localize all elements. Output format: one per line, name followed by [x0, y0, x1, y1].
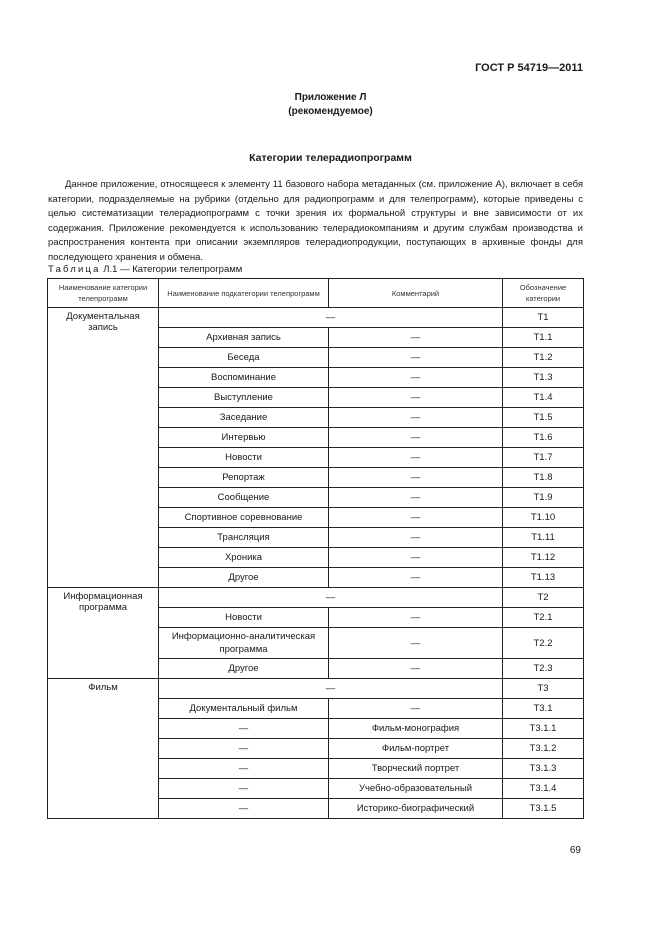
code-cell: Т1.9 [503, 488, 584, 508]
code-cell: Т1.11 [503, 528, 584, 548]
comment-cell: — [329, 608, 503, 628]
comment-cell: Фильм-портрет [329, 739, 503, 759]
category-top-cell: — [159, 308, 503, 328]
table-row [48, 679, 584, 699]
subcategory-cell: — [159, 799, 329, 819]
subcategory-cell: Другое [159, 568, 329, 588]
table-caption-title: Л.1 — Категории телепрограмм [100, 264, 243, 275]
code-cell: Т1.8 [503, 468, 584, 488]
comment-cell: — [329, 328, 503, 348]
comment-cell: — [329, 408, 503, 428]
subcategory-cell: Воспоминание [159, 368, 329, 388]
code-cell: Т1.6 [503, 428, 584, 448]
subcategory-cell: — [159, 719, 329, 739]
category-name-cell: Фильм [48, 679, 159, 819]
subcategory-cell: Информационно-аналитическая программа [159, 628, 329, 659]
code-cell: Т3.1.5 [503, 799, 584, 819]
code-cell: Т1.7 [503, 448, 584, 468]
comment-cell: — [329, 659, 503, 679]
code-cell: Т2.3 [503, 659, 584, 679]
subcategory-cell: Заседание [159, 408, 329, 428]
comment-cell: — [329, 428, 503, 448]
subcategory-cell: Интервью [159, 428, 329, 448]
intro-paragraph: Данное приложение, относящееся к элементу 11 базового набора метаданных (см. приложение А), включает в себя категории, подразделяемые на рубрики (отдельно для радиопрограмм и для телепрограмм), которые приведены с целью систематизации телерадиопрограмм с точки зрения их формальной структуры и вне зависимости от их содержания. Приложение рекомендуется к использованию телерадиокомпаниям и другим службам производства и распространения контента при описании экземпляров телерадиопродукции, поступающих в архивные фонды для последующего хранения и обмена. [48, 179, 583, 263]
column-header: Обозначение категории [503, 279, 584, 308]
comment-cell: — [329, 348, 503, 368]
comment-cell: — [329, 568, 503, 588]
document-code: ГОСТ Р 54719—2011 [475, 62, 583, 74]
table-caption-prefix: Таблица [48, 264, 101, 275]
code-cell: Т1.5 [503, 408, 584, 428]
comment-cell: Творческий портрет [329, 759, 503, 779]
category-code-cell: Т2 [503, 588, 584, 608]
comment-cell: Учебно-образовательный [329, 779, 503, 799]
category-code-cell: Т1 [503, 308, 584, 328]
column-header: Наименование подкатегории телепрограмм [159, 279, 329, 308]
subcategory-cell: Беседа [159, 348, 329, 368]
table-row [48, 588, 584, 608]
code-cell: Т2.1 [503, 608, 584, 628]
subcategory-cell: Новости [159, 448, 329, 468]
column-header: Комментарий [329, 279, 503, 308]
comment-cell: — [329, 468, 503, 488]
comment-cell: Фильм-монография [329, 719, 503, 739]
table-row [48, 308, 584, 328]
subcategory-cell: Спортивное соревнование [159, 508, 329, 528]
subcategory-cell: — [159, 759, 329, 779]
comment-cell: — [329, 448, 503, 468]
category-name-cell: Документальная запись [48, 308, 159, 588]
code-cell: Т1.2 [503, 348, 584, 368]
categories-table [47, 278, 584, 819]
code-cell: Т1.4 [503, 388, 584, 408]
comment-cell: — [329, 699, 503, 719]
comment-cell: — [329, 528, 503, 548]
comment-cell: — [329, 488, 503, 508]
code-cell: Т1.1 [503, 328, 584, 348]
subcategory-cell: Новости [159, 608, 329, 628]
code-cell: Т3.1.2 [503, 739, 584, 759]
code-cell: Т1.3 [503, 368, 584, 388]
category-top-cell: — [159, 588, 503, 608]
code-cell: Т1.13 [503, 568, 584, 588]
subcategory-cell: Сообщение [159, 488, 329, 508]
code-cell: Т2.2 [503, 628, 584, 659]
comment-cell: Историко-биографический [329, 799, 503, 819]
section-title: Категории телерадиопрограмм [249, 152, 412, 164]
column-header: Наименование категории телепрограмм [48, 279, 159, 308]
code-cell: Т3.1 [503, 699, 584, 719]
comment-cell: — [329, 628, 503, 659]
subcategory-cell: Выступление [159, 388, 329, 408]
table-caption [48, 264, 242, 275]
subcategory-cell: Хроника [159, 548, 329, 568]
table-header-row [48, 279, 584, 308]
code-cell: Т1.12 [503, 548, 584, 568]
code-cell: Т3.1.1 [503, 719, 584, 739]
category-code-cell: Т3 [503, 679, 584, 699]
comment-cell: — [329, 508, 503, 528]
comment-cell: — [329, 388, 503, 408]
page-number: 69 [569, 845, 581, 856]
comment-cell: — [329, 548, 503, 568]
comment-cell: — [329, 368, 503, 388]
subcategory-cell: Репортаж [159, 468, 329, 488]
table-body [48, 308, 584, 819]
code-cell: Т3.1.4 [503, 779, 584, 799]
code-cell: Т1.10 [503, 508, 584, 528]
subcategory-cell: Другое [159, 659, 329, 679]
subcategory-cell: Документальный фильм [159, 699, 329, 719]
appendix-subtitle: (рекомендуемое) [288, 106, 373, 117]
subcategory-cell: Трансляция [159, 528, 329, 548]
category-top-cell: — [159, 679, 503, 699]
code-cell: Т3.1.3 [503, 759, 584, 779]
appendix-heading [0, 91, 661, 119]
subcategory-cell: — [159, 779, 329, 799]
appendix-title: Приложение Л [294, 92, 367, 103]
category-name-cell: Информационная программа [48, 588, 159, 679]
subcategory-cell: Архивная запись [159, 328, 329, 348]
subcategory-cell: — [159, 739, 329, 759]
